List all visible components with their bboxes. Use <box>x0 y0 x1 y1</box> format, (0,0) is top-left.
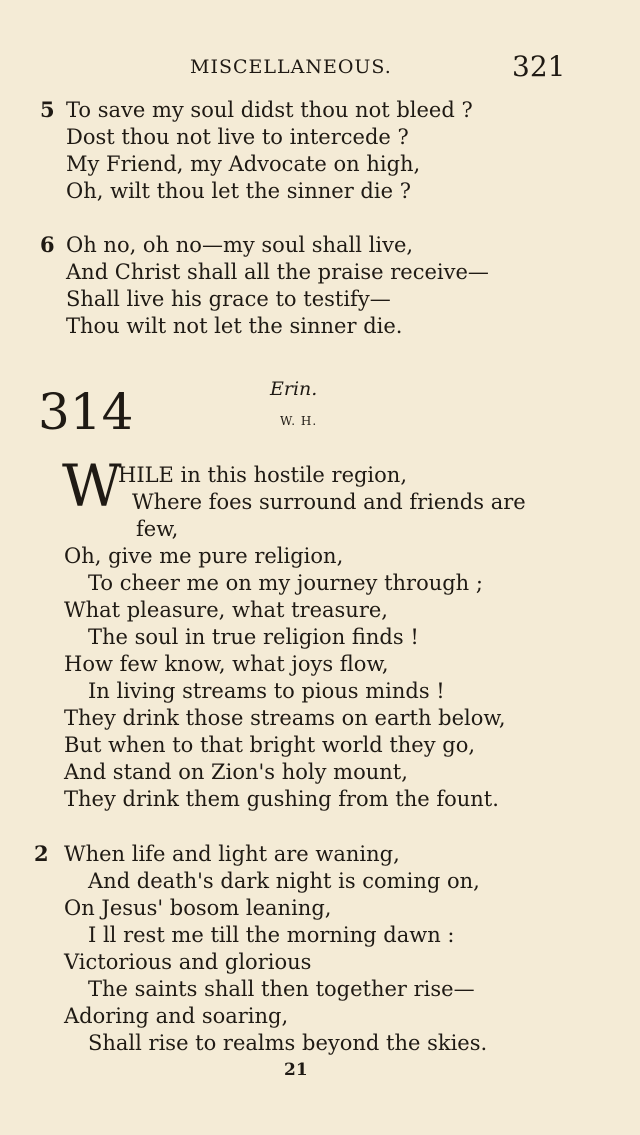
verse-line: And death's dark night is coming on, <box>88 869 480 893</box>
verse-line: My Friend, my Advocate on high, <box>66 152 421 176</box>
verse-line: The soul in true religion finds ! <box>88 625 419 649</box>
verse-line: What pleasure, what treasure, <box>64 598 388 622</box>
page-number: 321 <box>512 50 566 83</box>
verse-line: I ll rest me till the morning dawn : <box>88 923 455 947</box>
verse-line: And Christ shall all the praise receive— <box>66 260 489 284</box>
author-initials: W. H. <box>280 414 318 428</box>
verse-line: Shall live his grace to testify— <box>66 287 391 311</box>
running-head: MISCELLANEOUS. <box>190 56 392 78</box>
verse-line: Thou wilt not let the sinner die. <box>66 314 403 338</box>
verse-line: Where foes surround and friends are <box>132 490 526 514</box>
verse-line: Oh, give me pure religion, <box>64 544 344 568</box>
verse-line: Victorious and glorious <box>64 950 312 974</box>
stanza-number: 6 <box>40 232 55 257</box>
verse-line: To save my soul didst thou not bleed ? <box>66 98 473 122</box>
verse-line: HILE in this hostile region, <box>118 463 407 487</box>
stanza-number: 2 <box>34 841 49 866</box>
verse-line: But when to that bright world they go, <box>64 733 476 757</box>
verse-line: In living streams to pious minds ! <box>88 679 445 703</box>
verse-line: Adoring and soaring, <box>64 1004 289 1028</box>
verse-line: Oh no, oh no—my soul shall live, <box>66 233 414 257</box>
verse-line: On Jesus' bosom leaning, <box>64 896 332 920</box>
verse-line: To cheer me on my journey through ; <box>88 571 483 595</box>
hymn-number: 314 <box>38 383 134 441</box>
verse-line: Dost thou not live to intercede ? <box>66 125 409 149</box>
verse-line: few, <box>136 517 179 541</box>
drop-cap: W <box>62 452 122 520</box>
verse-line: They drink those streams on earth below, <box>64 706 506 730</box>
verse-line: How few know, what joys flow, <box>64 652 389 676</box>
signature-mark: 21 <box>284 1060 308 1080</box>
verse-line: And stand on Zion's holy mount, <box>64 760 408 784</box>
stanza-number: 5 <box>40 97 55 122</box>
verse-line: When life and light are waning, <box>64 842 400 866</box>
verse-line: The saints shall then together rise— <box>88 977 475 1001</box>
tune-name: Erin. <box>270 378 318 400</box>
verse-line: They drink them gushing from the fount. <box>64 787 499 811</box>
verse-line: Oh, wilt thou let the sinner die ? <box>66 179 411 203</box>
verse-line: Shall rise to realms beyond the skies. <box>88 1031 488 1055</box>
